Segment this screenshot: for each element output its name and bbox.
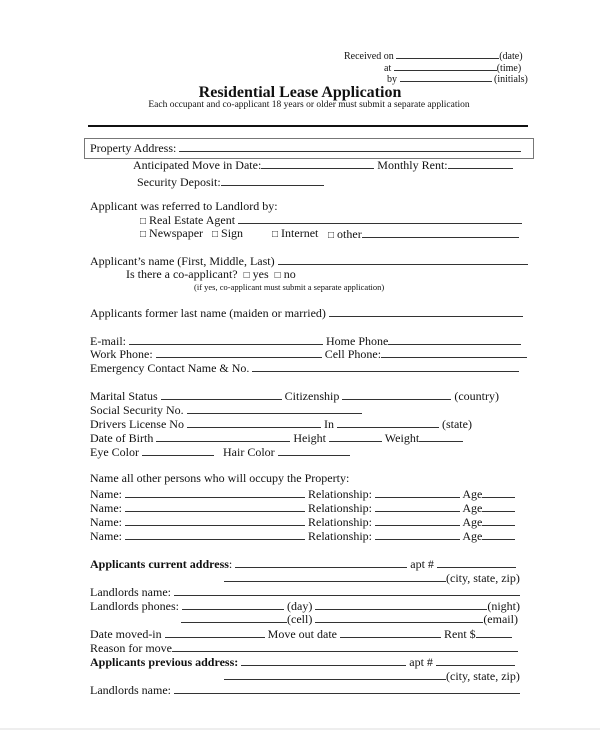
label: Relationship: bbox=[308, 501, 372, 515]
referral-sign bbox=[212, 226, 243, 242]
label: Sign bbox=[221, 226, 244, 240]
landlord-email-blank bbox=[315, 611, 483, 623]
previous-city-row bbox=[224, 668, 520, 683]
city-blank bbox=[224, 570, 446, 582]
age-blank bbox=[482, 486, 515, 498]
citizenship-blank bbox=[342, 388, 451, 400]
label: Internet bbox=[281, 226, 319, 240]
checkbox-icon: □ bbox=[272, 229, 279, 240]
label: Home Phone bbox=[326, 334, 389, 348]
subtitle: Each occupant and co-applicant 18 years or older must submit a separate application bbox=[148, 100, 470, 110]
dob-blank bbox=[156, 430, 290, 442]
label: Landlords phones: bbox=[90, 599, 179, 613]
label: Rent $ bbox=[443, 627, 476, 641]
height-blank bbox=[329, 430, 382, 442]
section-label: Applicants current address bbox=[90, 557, 229, 571]
label: (city, state, zip) bbox=[446, 669, 520, 683]
label: at bbox=[384, 63, 392, 74]
label: Age bbox=[462, 501, 483, 515]
label: (day) bbox=[287, 599, 313, 613]
label: Security Deposit: bbox=[137, 175, 221, 189]
former-name-row bbox=[90, 305, 523, 320]
weight-blank bbox=[419, 430, 463, 442]
label: Landlords name: bbox=[90, 585, 171, 599]
moved-in-blank bbox=[165, 626, 265, 638]
property-address-row bbox=[90, 140, 521, 155]
label: (email) bbox=[483, 612, 518, 626]
agent-blank bbox=[238, 212, 522, 224]
label: (state) bbox=[441, 417, 472, 431]
label: Hair Color bbox=[223, 445, 275, 459]
label: Age bbox=[462, 515, 483, 529]
ssn-row bbox=[90, 402, 362, 417]
label: Relationship: bbox=[308, 515, 372, 529]
work-phone-row bbox=[90, 346, 527, 361]
label: Social Security No. bbox=[90, 403, 184, 417]
landlord-name-blank bbox=[174, 682, 520, 694]
occupant-row bbox=[90, 514, 515, 529]
landlord-cell-row bbox=[181, 611, 518, 626]
current-address-row bbox=[90, 556, 516, 571]
previous-address-blank bbox=[241, 654, 406, 666]
label: Name: bbox=[90, 487, 122, 501]
ssn-blank bbox=[187, 402, 362, 414]
checkbox-icon: □ bbox=[243, 270, 250, 281]
label: Emergency Contact Name & No. bbox=[90, 361, 250, 375]
prior-rent-blank bbox=[476, 626, 512, 638]
label: yes bbox=[252, 267, 269, 281]
page-title: Residential Lease Application bbox=[198, 84, 402, 101]
occupant-name-blank bbox=[125, 514, 305, 526]
eye-blank bbox=[142, 444, 214, 456]
occupant-name-blank bbox=[125, 500, 305, 512]
age-blank bbox=[482, 514, 515, 526]
checkbox-icon: □ bbox=[140, 229, 147, 240]
apt-blank bbox=[437, 556, 516, 568]
label: Cell Phone: bbox=[324, 347, 382, 361]
move-in-row bbox=[133, 157, 513, 172]
label: Applicant’s name (First, Middle, Last) bbox=[90, 254, 275, 268]
occupant-name-blank bbox=[125, 528, 305, 540]
marital-blank bbox=[161, 388, 282, 400]
label: Landlords name: bbox=[90, 683, 171, 697]
relationship-blank bbox=[375, 486, 460, 498]
label: Applicants former last name (maiden or married) bbox=[90, 306, 326, 320]
label: Eye Color bbox=[90, 445, 139, 459]
label: (time) bbox=[496, 63, 522, 74]
deposit-row bbox=[137, 174, 324, 189]
label: Relationship: bbox=[308, 487, 372, 501]
age-blank bbox=[482, 528, 515, 540]
label: Height bbox=[293, 431, 326, 445]
landlord-name-row bbox=[90, 584, 520, 599]
label: Real Estate Agent bbox=[149, 213, 236, 227]
label: Drivers License No bbox=[90, 417, 184, 431]
label: Anticipated Move in Date: bbox=[133, 158, 262, 172]
relationship-blank bbox=[375, 528, 460, 540]
label: Received on bbox=[344, 51, 394, 62]
referral-other bbox=[328, 226, 519, 243]
license-state-blank bbox=[337, 416, 439, 428]
age-blank bbox=[482, 500, 515, 512]
property-address-blank bbox=[179, 140, 521, 152]
dob-row bbox=[90, 430, 463, 445]
applicant-name-blank bbox=[278, 253, 528, 265]
landlord-name-blank bbox=[174, 584, 520, 596]
label: apt # bbox=[409, 655, 433, 669]
cell-blank bbox=[181, 611, 287, 623]
coapplicant-note: (if yes, co-applicant must submit a separate application) bbox=[194, 282, 385, 292]
label: Marital Status bbox=[90, 389, 158, 403]
deposit-blank bbox=[221, 174, 324, 186]
marital-row bbox=[90, 388, 499, 403]
move-in-blank bbox=[261, 157, 374, 169]
label: Name: bbox=[90, 529, 122, 543]
label: Age bbox=[462, 529, 483, 543]
label: Relationship: bbox=[308, 529, 372, 543]
label: (initials) bbox=[494, 74, 528, 85]
apt-blank bbox=[436, 654, 515, 666]
label: Is there a co-applicant? bbox=[126, 267, 238, 281]
occupant-row bbox=[90, 528, 515, 543]
relationship-blank bbox=[375, 500, 460, 512]
referral-internet bbox=[272, 226, 318, 242]
checkbox-icon: □ bbox=[140, 216, 147, 227]
received-initials-blank bbox=[400, 70, 492, 82]
license-row bbox=[90, 416, 472, 431]
reason-row bbox=[90, 640, 518, 655]
license-blank bbox=[187, 416, 321, 428]
label: Age bbox=[462, 487, 483, 501]
current-address-blank bbox=[235, 556, 407, 568]
label: Move out date bbox=[267, 627, 337, 641]
label: Property Address: bbox=[90, 141, 177, 155]
label: Monthly Rent: bbox=[377, 158, 448, 172]
checkbox-icon: □ bbox=[212, 229, 219, 240]
label: Newspaper bbox=[149, 226, 204, 240]
referral-row-2 bbox=[140, 226, 203, 242]
relationship-blank bbox=[375, 514, 460, 526]
former-name-blank bbox=[329, 305, 523, 317]
label: Date moved-in bbox=[90, 627, 162, 641]
checkbox-icon: □ bbox=[274, 270, 281, 281]
label: apt # bbox=[410, 557, 434, 571]
label: no bbox=[283, 267, 296, 281]
referral-heading: Applicant was referred to Landlord by: bbox=[90, 199, 278, 213]
label: E-mail: bbox=[90, 334, 126, 348]
eye-row bbox=[90, 444, 350, 459]
label: (cell) bbox=[287, 612, 313, 626]
label: (date) bbox=[499, 51, 523, 62]
current-city-row bbox=[224, 570, 520, 585]
label: : bbox=[228, 557, 233, 571]
label: other bbox=[337, 227, 362, 241]
divider bbox=[88, 125, 528, 127]
label: Citizenship bbox=[284, 389, 340, 403]
label: Weight bbox=[384, 431, 420, 445]
hair-blank bbox=[278, 444, 350, 456]
label: (country) bbox=[454, 389, 499, 403]
other-blank bbox=[362, 226, 519, 238]
label: In bbox=[323, 417, 334, 431]
reason-blank bbox=[172, 640, 518, 652]
city-blank bbox=[224, 668, 446, 680]
occupant-row bbox=[90, 500, 515, 515]
label: Name: bbox=[90, 515, 122, 529]
home-phone-blank bbox=[388, 333, 521, 345]
label: Date of Birth bbox=[90, 431, 154, 445]
label: (city, state, zip) bbox=[446, 571, 520, 585]
day-phone-blank bbox=[182, 598, 284, 610]
previous-address-row bbox=[90, 654, 515, 669]
night-phone-blank bbox=[315, 598, 487, 610]
label: Name: bbox=[90, 501, 122, 515]
moved-in-row bbox=[90, 626, 512, 641]
email-blank bbox=[129, 333, 323, 345]
occupant-name-blank bbox=[125, 486, 305, 498]
applicant-name-row bbox=[90, 253, 528, 268]
label: by bbox=[387, 74, 397, 85]
emergency-row bbox=[90, 360, 519, 375]
cell-phone-blank bbox=[381, 346, 527, 358]
section-label: Applicants previous address: bbox=[90, 655, 239, 669]
rent-blank bbox=[448, 157, 513, 169]
occupant-row bbox=[90, 486, 515, 501]
label: (night) bbox=[487, 599, 520, 613]
checkbox-icon: □ bbox=[328, 230, 335, 241]
move-out-blank bbox=[340, 626, 441, 638]
emergency-blank bbox=[252, 360, 519, 372]
work-phone-blank bbox=[156, 346, 322, 358]
previous-landlord-name-row bbox=[90, 682, 520, 697]
label: Work Phone: bbox=[90, 347, 153, 361]
received-date-blank bbox=[396, 47, 499, 59]
occupants-heading: Name all other persons who will occupy the Property: bbox=[90, 471, 350, 485]
label: Reason for move bbox=[90, 641, 172, 655]
